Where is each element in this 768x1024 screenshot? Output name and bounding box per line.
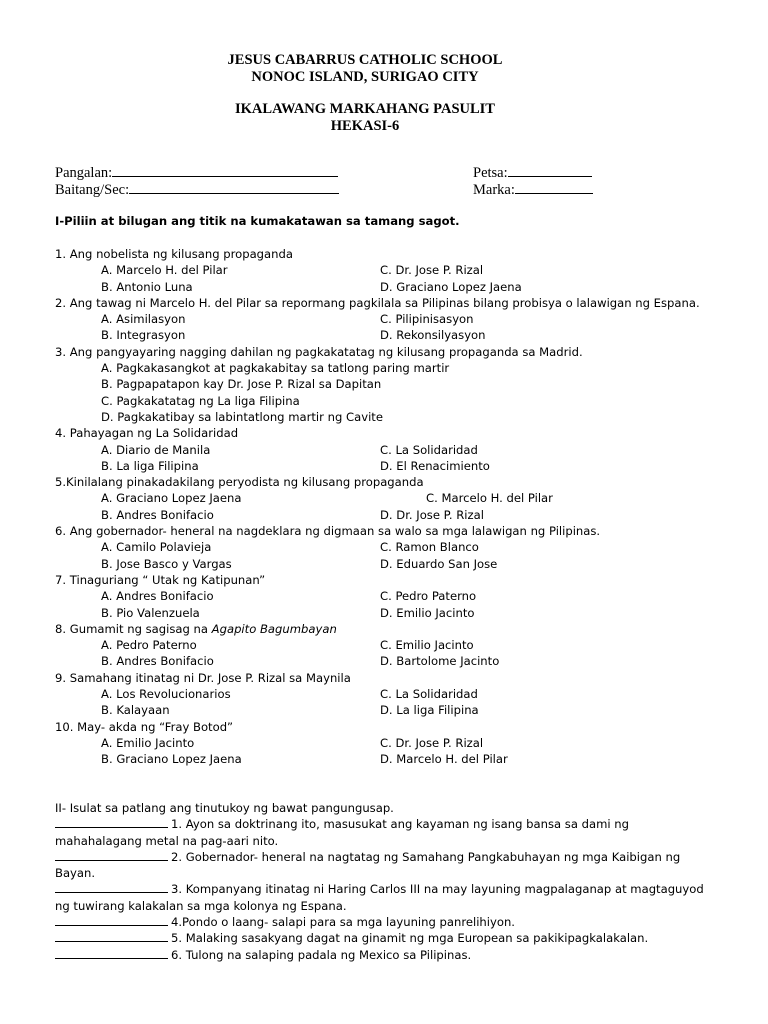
fill-item (55, 914, 715, 930)
school-location: NONOC ISLAND, SURIGAO CITY (251, 68, 479, 85)
q8-option-d[interactable]: D. Bartolome Jacinto (380, 654, 500, 669)
q5-option-b[interactable]: B. Andres Bonifacio (101, 507, 214, 522)
name-label: Pangalan: (55, 165, 113, 181)
q5-option-d[interactable]: D. Dr. Jose P. Rizal (380, 507, 484, 522)
q4-option-a[interactable]: A. Diario de Manila (101, 442, 211, 457)
q9-option-d[interactable]: D. La liga Filipina (380, 703, 479, 718)
q6-option-d[interactable]: D. Eduardo San Jose (380, 556, 498, 571)
q3-option-c[interactable]: C. Pagkakatatag ng La liga Filipina (101, 393, 300, 408)
section2-title: II- Isulat sa patlang ang tinutukoy ng bawat pangungusap. (55, 801, 394, 815)
answer-blank[interactable] (55, 881, 168, 893)
question-8 (55, 621, 715, 637)
question-10: 10. May- akda ng “Fray Botod” (55, 719, 234, 734)
section1-title: I-Piliin at bilugan ang titik na kumakatawan sa tamang sagot. (55, 214, 460, 228)
student-info (55, 163, 655, 196)
q6-option-a[interactable]: A. Camilo Polavieja (101, 540, 212, 555)
fill-item (55, 881, 715, 914)
q7-option-d[interactable]: D. Emilio Jacinto (380, 605, 475, 620)
q7-option-b[interactable]: B. Pio Valenzuela (101, 605, 200, 620)
q7-option-c[interactable]: C. Pedro Paterno (380, 589, 477, 604)
q10-option-c[interactable]: C. Dr. Jose P. Rizal (380, 735, 484, 750)
q2-option-b[interactable]: B. Integrasyon (101, 328, 186, 343)
question-6: 6. Ang gobernador- heneral na nagdeklara ng digmaan sa walo sa mga lalawigan ng Pilipinas. (55, 524, 601, 539)
section-label: Baitang/Sec: (55, 181, 130, 198)
exam-title: IKALAWANG MARKAHANG PASULIT (235, 101, 495, 117)
q6-option-c[interactable]: C. Ramon Blanco (380, 540, 479, 555)
q5-option-a[interactable]: A. Graciano Lopez Jaena (101, 491, 242, 506)
q8-option-b[interactable]: B. Andres Bonifacio (101, 654, 214, 669)
question-8-text: 8. Gumamit ng sagisag na (55, 621, 212, 636)
q4-option-d[interactable]: D. El Renacimiento (380, 458, 490, 473)
question-5: 5.Kinilalang pinakadakilang peryodista ng kilusang propaganda (55, 475, 424, 490)
q8-option-a[interactable]: A. Pedro Paterno (101, 638, 197, 653)
score-label: Marka: (473, 181, 515, 198)
q2-option-c[interactable]: C. Pilipinisasyon (380, 312, 474, 327)
q1-option-a[interactable]: A. Marcelo H. del Pilar (101, 263, 228, 278)
answer-blank[interactable] (55, 914, 168, 926)
question-8-pseudonym: Agapito Bagumbayan (211, 621, 337, 636)
name-blank[interactable] (112, 163, 338, 177)
q7-option-a[interactable]: A. Andres Bonifacio (101, 589, 214, 604)
q4-option-c[interactable]: C. La Solidaridad (380, 442, 478, 457)
q8-option-c[interactable]: C. Emilio Jacinto (380, 638, 474, 653)
q9-option-b[interactable]: B. Kalayaan (101, 703, 170, 718)
q3-option-d[interactable]: D. Pagkakatibay sa labintatlong martir ng Cavite (101, 409, 383, 424)
multiple-choice-section (55, 246, 715, 768)
q3-option-b[interactable]: B. Pagpapatapon kay Dr. Jose P. Rizal sa Dapitan (101, 377, 382, 392)
q1-option-c[interactable]: C. Dr. Jose P. Rizal (380, 263, 484, 278)
q1-option-d[interactable]: D. Graciano Lopez Jaena (380, 279, 522, 294)
fill-in-section (55, 800, 715, 963)
q2-option-d[interactable]: D. Rekonsilyasyon (380, 328, 486, 343)
q10-option-b[interactable]: B. Graciano Lopez Jaena (101, 752, 242, 767)
question-3: 3. Ang pangyayaring nagging dahilan ng pagkakatatag ng kilusang propaganda sa Madrid. (55, 344, 583, 359)
document-header (0, 52, 730, 134)
fill-item-text: 3. Kompanyang itinatag ni Haring Carlos III na may layuning magpalaganap at magtaguyod ng tuwirang kalakalan sa mga kolonya ng Espana. (55, 882, 704, 913)
fill-item (55, 947, 715, 963)
answer-blank[interactable] (55, 930, 168, 942)
answer-blank[interactable] (55, 816, 168, 828)
answer-blank[interactable] (55, 947, 168, 959)
score-blank[interactable] (515, 180, 593, 194)
fill-item-text: 2. Gobernador- heneral na nagtatag ng Samahang Pangkabuhayan ng mga Kaibigan ng Bayan. (55, 849, 681, 881)
fill-item-text: 4.Pondo o laang- salapi para sa mga layuning panrelihiyon. (171, 915, 515, 930)
subject-title: HEKASI-6 (330, 117, 400, 134)
date-label: Petsa: (473, 165, 508, 181)
q3-option-a[interactable]: A. Pagkakasangkot at pagkakabitay sa tatlong paring martir (101, 361, 450, 376)
fill-item (55, 849, 715, 882)
question-7: 7. Tinaguriang “ Utak ng Katipunan” (55, 572, 266, 587)
fill-item (55, 930, 715, 946)
q9-option-a[interactable]: A. Los Revolucionarios (101, 687, 231, 702)
fill-item-text: 1. Ayon sa doktrinang ito, masusukat ang kayaman ng isang bansa sa dami ng mahahalagang metal na pag-aari nito. (55, 817, 630, 848)
section-blank[interactable] (129, 180, 339, 194)
question-4: 4. Pahayagan ng La Solidaridad (55, 426, 239, 441)
question-1: 1. Ang nobelista ng kilusang propaganda (55, 247, 293, 261)
fill-item-text: 5. Malaking sasakyang dagat na ginamit ng mga European sa pakikipagkalakalan. (171, 931, 649, 946)
q4-option-b[interactable]: B. La liga Filipina (101, 458, 199, 473)
date-blank[interactable] (508, 163, 592, 177)
school-name: JESUS CABARRUS CATHOLIC SCHOOL (227, 52, 503, 68)
answer-blank[interactable] (55, 849, 168, 861)
q5-option-c[interactable]: C. Marcelo H. del Pilar (426, 491, 553, 506)
question-9: 9. Samahang itinatag ni Dr. Jose P. Rizal sa Maynila (55, 670, 351, 685)
fill-item (55, 816, 715, 849)
q9-option-c[interactable]: C. La Solidaridad (380, 687, 478, 702)
fill-item-text: 6. Tulong na salaping padala ng Mexico sa Pilipinas. (171, 947, 472, 962)
q10-option-a[interactable]: A. Emilio Jacinto (101, 735, 195, 750)
q2-option-a[interactable]: A. Asimilasyon (101, 312, 186, 327)
q10-option-d[interactable]: D. Marcelo H. del Pilar (380, 752, 508, 767)
question-2: 2. Ang tawag ni Marcelo H. del Pilar sa repormang pagkilala sa Pilipinas bilang probisya o lalawigan ng Espana. (55, 295, 700, 310)
q6-option-b[interactable]: B. Jose Basco y Vargas (101, 556, 232, 571)
q1-option-b[interactable]: B. Antonio Luna (101, 279, 193, 294)
